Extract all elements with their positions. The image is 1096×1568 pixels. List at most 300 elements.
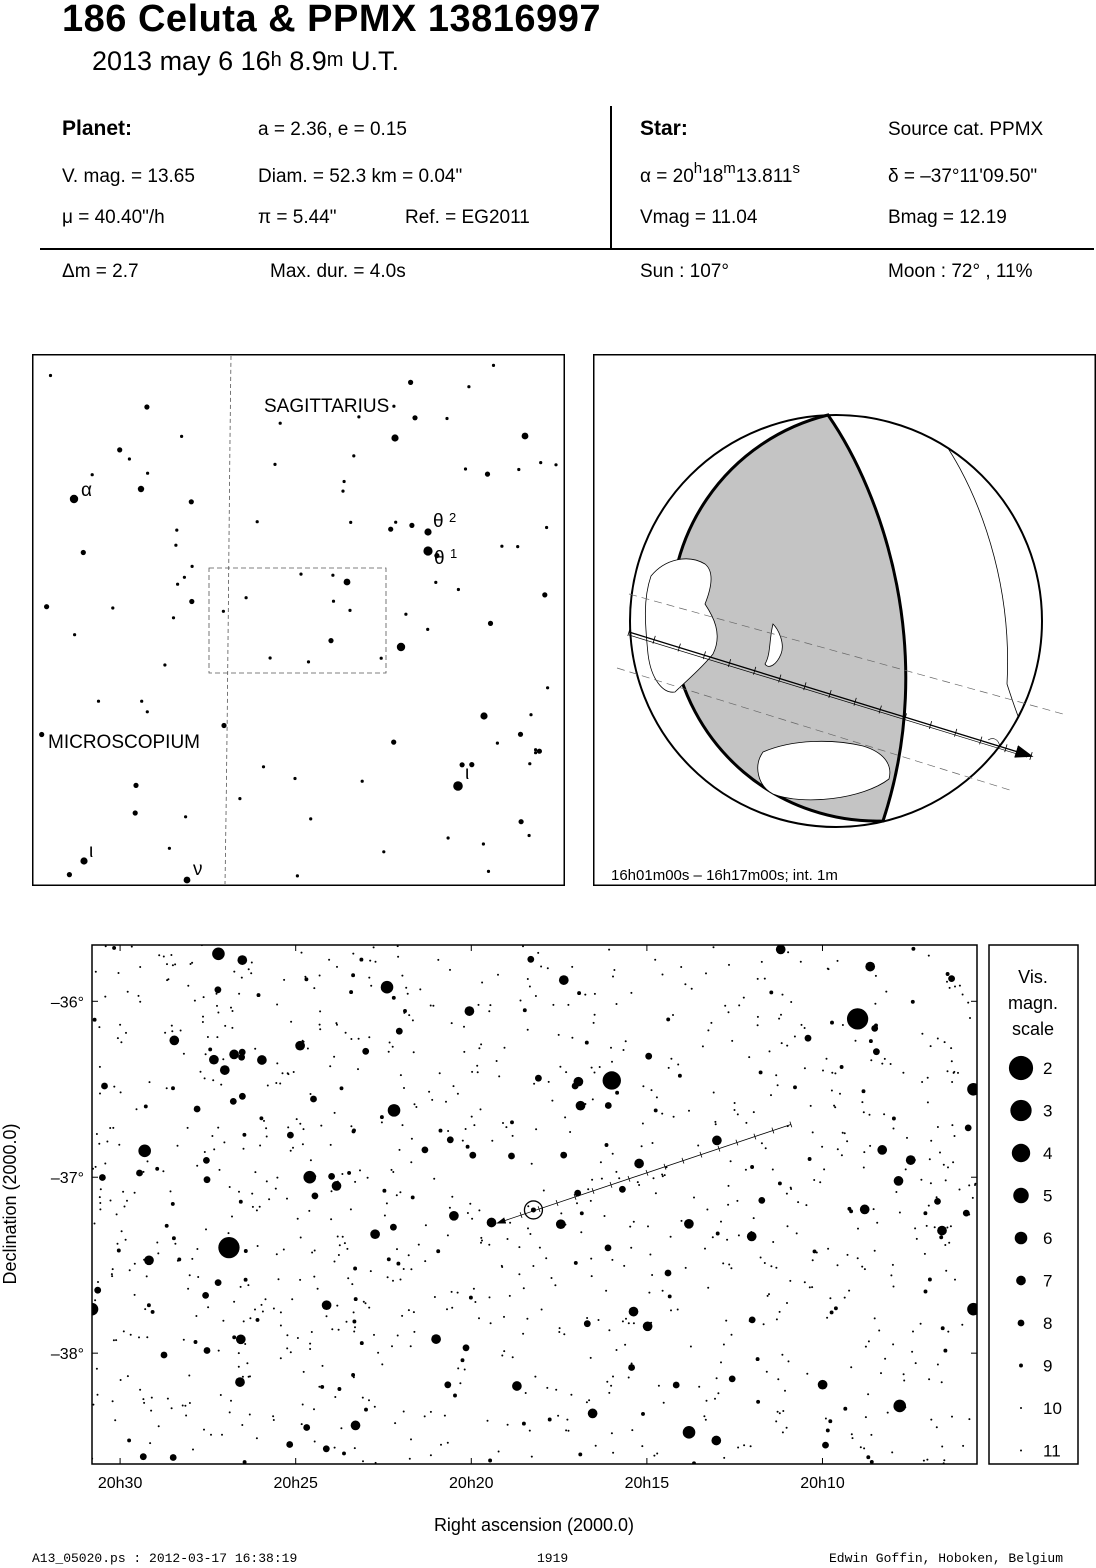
field-star <box>947 1331 949 1333</box>
field-star <box>673 1116 675 1118</box>
field-star <box>459 1382 461 1384</box>
field-star <box>354 1297 358 1301</box>
planet-heading: Planet: <box>62 117 133 140</box>
finder-star <box>133 783 138 788</box>
bright-star <box>388 1104 401 1117</box>
field-star <box>339 1244 341 1246</box>
field-star <box>187 1288 189 1290</box>
field-star <box>297 1218 299 1220</box>
field-star <box>849 1209 853 1213</box>
field-star <box>611 1259 613 1261</box>
field-star <box>244 1343 246 1345</box>
field-star <box>138 1336 140 1338</box>
field-star <box>437 959 439 961</box>
field-star <box>584 994 586 996</box>
field-star <box>834 1072 836 1074</box>
field-star <box>928 1278 932 1282</box>
field-star <box>216 1005 218 1007</box>
field-star <box>873 1208 875 1210</box>
field-star <box>863 1111 865 1113</box>
field-star <box>540 966 542 968</box>
field-star <box>748 1056 750 1058</box>
field-star <box>954 986 956 988</box>
planet-reference: Ref. = EG2011 <box>405 207 530 228</box>
field-star <box>916 1238 918 1240</box>
field-star <box>753 1217 755 1219</box>
field-star <box>407 993 409 995</box>
field-star <box>749 1317 756 1324</box>
field-star <box>591 1179 593 1181</box>
field-star <box>278 1278 280 1280</box>
field-star <box>280 1325 282 1327</box>
event-datetime <box>92 46 399 77</box>
field-star <box>670 1236 672 1238</box>
field-star <box>194 1000 196 1002</box>
finder-star <box>424 528 431 535</box>
field-star <box>778 1181 782 1185</box>
field-star <box>488 1010 490 1012</box>
field-star <box>336 1305 338 1307</box>
field-star <box>370 1229 380 1239</box>
field-star <box>164 1032 166 1034</box>
field-star <box>902 1072 904 1074</box>
field-star <box>947 1070 949 1072</box>
field-star <box>697 1145 699 1147</box>
bright-star <box>218 1237 239 1258</box>
field-star <box>605 1245 612 1252</box>
label-iota-right: ι <box>465 763 470 784</box>
field-star <box>559 975 569 985</box>
field-star <box>377 1352 379 1354</box>
field-star <box>968 1184 970 1186</box>
field-star <box>943 1349 947 1353</box>
field-star <box>353 1331 355 1333</box>
field-star <box>586 1317 588 1319</box>
field-star <box>263 1120 265 1122</box>
finder-star <box>349 521 352 524</box>
field-star <box>220 1084 222 1086</box>
field-star <box>813 1179 815 1181</box>
field-star <box>390 1224 397 1231</box>
field-star <box>944 1041 946 1043</box>
field-star <box>236 1334 246 1344</box>
field-star <box>684 1219 694 1229</box>
field-star <box>157 1252 159 1254</box>
field-star <box>712 1236 714 1238</box>
field-star <box>870 1434 872 1436</box>
field-star <box>162 1170 164 1172</box>
field-star <box>707 1029 709 1031</box>
field-star <box>111 1275 113 1277</box>
field-star <box>604 1215 606 1217</box>
field-star <box>662 1290 664 1292</box>
field-star <box>761 961 763 963</box>
field-star <box>717 1392 719 1394</box>
field-star <box>580 1211 584 1215</box>
field-star <box>120 1379 122 1381</box>
legend-dot <box>1012 1144 1030 1162</box>
field-star <box>166 963 168 965</box>
field-star <box>124 1206 126 1208</box>
finder-star <box>144 404 149 409</box>
legend-mag-label: 5 <box>1043 1186 1053 1206</box>
field-star <box>606 1381 608 1383</box>
field-star <box>340 1086 344 1090</box>
field-star <box>523 1287 525 1289</box>
field-star <box>287 1126 289 1128</box>
legend-dot <box>1015 1232 1028 1245</box>
field-star <box>249 1317 251 1319</box>
field-star <box>946 972 950 976</box>
field-star <box>756 1357 760 1361</box>
field-star <box>449 969 451 971</box>
field-star <box>702 1045 704 1047</box>
field-star <box>615 1091 619 1095</box>
finder-star <box>221 723 226 728</box>
finder-star <box>528 834 531 837</box>
field-star <box>171 1025 173 1027</box>
field-star <box>447 1442 449 1444</box>
field-star <box>822 1070 824 1072</box>
field-star <box>418 1244 420 1246</box>
finder-star <box>469 762 474 767</box>
field-star <box>794 1036 796 1038</box>
legend-mag-label: 3 <box>1043 1101 1053 1121</box>
field-star <box>114 1419 116 1421</box>
field-star <box>140 1453 147 1460</box>
field-star <box>414 1103 416 1105</box>
finder-star <box>184 815 187 818</box>
field-star <box>357 1068 359 1070</box>
finder-star <box>189 599 194 604</box>
field-star <box>496 1060 498 1062</box>
field-star <box>373 946 375 948</box>
footer-file: A13_05020.ps : 2012-03-17 16:38:19 <box>32 1551 298 1566</box>
legend-mag-label: 9 <box>1043 1356 1053 1376</box>
field-star <box>887 1412 889 1414</box>
finder-star <box>485 472 490 477</box>
field-star <box>629 1307 639 1317</box>
field-star <box>431 1334 441 1344</box>
field-star <box>738 1004 740 1006</box>
field-star <box>968 1418 970 1420</box>
field-star <box>109 1127 111 1129</box>
field-star <box>736 1200 738 1202</box>
field-star <box>678 1074 682 1078</box>
field-star <box>220 1065 230 1075</box>
field-star <box>712 1136 722 1146</box>
field-star <box>677 1064 679 1066</box>
field-star <box>328 959 330 961</box>
field-star <box>328 1173 335 1180</box>
field-star <box>801 1024 803 1026</box>
field-star <box>789 1280 791 1282</box>
field-star <box>525 1392 527 1394</box>
field-star <box>142 1398 144 1400</box>
field-star <box>365 1302 367 1304</box>
field-star <box>665 1270 672 1277</box>
field-star <box>941 1381 943 1383</box>
field-star <box>463 1344 470 1351</box>
field-star <box>766 1371 768 1373</box>
field-star <box>480 1242 482 1244</box>
field-star <box>96 1133 98 1135</box>
field-star <box>412 1019 414 1021</box>
bright-star <box>967 1083 980 1096</box>
field-star <box>350 1208 352 1210</box>
bright-star <box>212 947 225 960</box>
finder-chart <box>32 354 566 886</box>
field-star <box>905 1168 907 1170</box>
field-star <box>297 1337 299 1339</box>
finder-star <box>412 415 417 420</box>
field-star <box>217 1127 219 1129</box>
field-star <box>183 1053 185 1055</box>
field-star <box>830 1021 834 1025</box>
field-star <box>725 1320 727 1322</box>
finder-star <box>44 604 49 609</box>
field-star <box>497 974 499 976</box>
field-star <box>256 1437 258 1439</box>
field-star <box>413 1311 415 1313</box>
field-star <box>99 1174 106 1181</box>
field-star <box>243 1460 247 1464</box>
finder-star <box>328 638 333 643</box>
field-star <box>413 1331 415 1333</box>
field-star <box>618 1177 620 1179</box>
field-star <box>397 1335 399 1337</box>
field-star <box>254 1309 256 1311</box>
field-star <box>453 1085 455 1087</box>
field-star <box>184 1405 186 1407</box>
field-star <box>501 1266 503 1268</box>
field-star <box>591 1275 593 1277</box>
field-star <box>668 1294 672 1298</box>
field-star <box>354 1326 356 1328</box>
field-star <box>653 1455 655 1457</box>
field-star <box>189 1274 191 1276</box>
field-star <box>844 1297 846 1299</box>
y-tick-label: –38° <box>50 1346 84 1364</box>
field-star <box>857 1228 859 1230</box>
finder-star <box>175 529 178 532</box>
field-star <box>381 1121 383 1123</box>
field-star <box>208 1047 212 1051</box>
bright-star <box>303 1171 316 1184</box>
field-star <box>303 1424 310 1431</box>
field-star <box>134 1263 136 1265</box>
field-star <box>436 1249 440 1253</box>
field-star <box>707 1287 709 1289</box>
field-star <box>894 1176 904 1186</box>
field-star <box>489 1004 491 1006</box>
field-star <box>112 1127 114 1129</box>
field-star <box>825 1418 827 1420</box>
field-star <box>413 1051 415 1053</box>
field-star <box>118 972 120 974</box>
bright-star <box>86 1303 99 1316</box>
field-star <box>362 1397 364 1399</box>
field-star <box>827 1248 829 1250</box>
planet-orbit: a = 2.36, e = 0.15 <box>258 119 407 140</box>
finder-star <box>146 710 149 713</box>
field-star <box>507 1424 509 1426</box>
field-star <box>489 1296 491 1298</box>
field-star <box>753 1111 755 1113</box>
field-star <box>691 988 693 990</box>
field-star <box>647 1225 649 1227</box>
field-star <box>972 1197 974 1199</box>
field-star <box>257 1055 267 1065</box>
field-star <box>287 1132 294 1139</box>
page-title: 186 Celuta & PPMX 13816997 <box>62 0 601 40</box>
field-star <box>373 1334 375 1336</box>
field-star <box>893 1286 895 1288</box>
field-star <box>212 1079 214 1081</box>
field-star <box>283 979 285 981</box>
field-star <box>616 1349 618 1351</box>
field-star <box>841 1154 843 1156</box>
field-star <box>877 1145 887 1155</box>
field-star <box>861 1266 863 1268</box>
field-star <box>257 993 261 997</box>
finder-star <box>183 576 186 579</box>
field-star <box>165 1224 169 1228</box>
field-star <box>354 1447 356 1449</box>
field-star <box>953 1071 955 1073</box>
field-star <box>765 1147 767 1149</box>
field-star <box>257 1245 259 1247</box>
field-star <box>934 1226 936 1228</box>
field-star <box>387 1257 391 1261</box>
field-star <box>204 1077 206 1079</box>
field-star <box>588 1399 590 1401</box>
field-star <box>353 1267 357 1271</box>
field-star <box>628 1322 630 1324</box>
field-star <box>714 1121 716 1123</box>
field-star <box>498 1451 500 1453</box>
finder-star <box>296 874 299 877</box>
field-star <box>387 1276 389 1278</box>
constellation-microscopium: MICROSCOPIUM <box>48 732 200 753</box>
field-star <box>351 973 355 977</box>
field-star <box>330 1218 332 1220</box>
finder-star <box>361 780 364 783</box>
finder-star <box>519 819 524 824</box>
field-star <box>885 991 887 993</box>
finder-star <box>457 588 460 591</box>
field-star <box>930 1140 932 1142</box>
field-star <box>399 1191 401 1193</box>
field-star <box>781 1354 783 1356</box>
field-star <box>503 1316 505 1318</box>
field-star <box>185 1415 187 1417</box>
field-star <box>174 963 176 965</box>
field-star <box>275 1188 277 1190</box>
field-star <box>139 966 141 968</box>
field-star <box>920 1179 922 1181</box>
field-star <box>865 1346 867 1348</box>
field-star <box>512 1135 514 1137</box>
field-star <box>304 977 308 981</box>
field-star <box>444 1415 446 1417</box>
field-star <box>401 1315 403 1317</box>
field-star <box>309 1348 311 1350</box>
field-star <box>121 1230 123 1232</box>
field-star <box>123 1330 125 1332</box>
field-star <box>478 1047 480 1049</box>
field-star <box>945 1179 947 1181</box>
field-star <box>170 1454 177 1461</box>
field-star <box>213 1148 215 1150</box>
field-star <box>846 1140 848 1142</box>
field-star <box>250 972 252 974</box>
field-star <box>397 945 399 947</box>
field-star <box>723 1344 725 1346</box>
field-star <box>941 1326 945 1330</box>
field-star <box>233 971 235 973</box>
field-star <box>457 1093 459 1095</box>
field-star <box>403 1012 405 1014</box>
finder-star <box>391 434 398 441</box>
field-star <box>345 1032 347 1034</box>
field-star <box>202 1021 204 1023</box>
legend-mag-label: 6 <box>1043 1229 1053 1248</box>
finder-star <box>447 836 450 839</box>
field-star <box>818 1380 828 1390</box>
field-star <box>457 1292 459 1294</box>
field-star <box>863 1151 865 1153</box>
finder-star <box>408 380 413 385</box>
field-star <box>633 1221 635 1223</box>
legend-dot <box>1013 1188 1029 1204</box>
field-star <box>478 1209 480 1211</box>
field-star <box>100 1188 102 1190</box>
field-star <box>777 1411 779 1413</box>
field-star <box>453 1394 457 1398</box>
field-star <box>116 1213 118 1215</box>
field-star <box>146 1275 148 1277</box>
field-star <box>928 1205 930 1207</box>
field-star <box>241 977 243 979</box>
field-star <box>558 1331 560 1333</box>
field-star <box>344 1242 346 1244</box>
field-star <box>93 1018 97 1022</box>
field-star <box>375 1462 377 1464</box>
planet-parallax: π = 5.44" <box>258 207 337 228</box>
field-star <box>706 1209 708 1211</box>
constellation-sagittarius: SAGITTARIUS <box>264 396 390 417</box>
field-star <box>777 1084 779 1086</box>
field-star <box>410 1268 412 1270</box>
field-star <box>716 1232 720 1236</box>
field-star <box>963 1210 970 1217</box>
field-star <box>228 1232 230 1234</box>
field-star <box>947 1166 949 1168</box>
field-star <box>218 1350 220 1352</box>
field-star <box>661 1113 663 1115</box>
field-star <box>584 1320 591 1327</box>
field-star <box>205 1053 207 1055</box>
field-star <box>834 1106 836 1108</box>
field-star <box>113 1339 115 1341</box>
field-star <box>410 1438 412 1440</box>
finder-star <box>307 660 310 663</box>
field-star <box>522 945 524 947</box>
field-star <box>729 1376 736 1383</box>
field-star <box>638 1184 640 1186</box>
field-star <box>924 1253 926 1255</box>
